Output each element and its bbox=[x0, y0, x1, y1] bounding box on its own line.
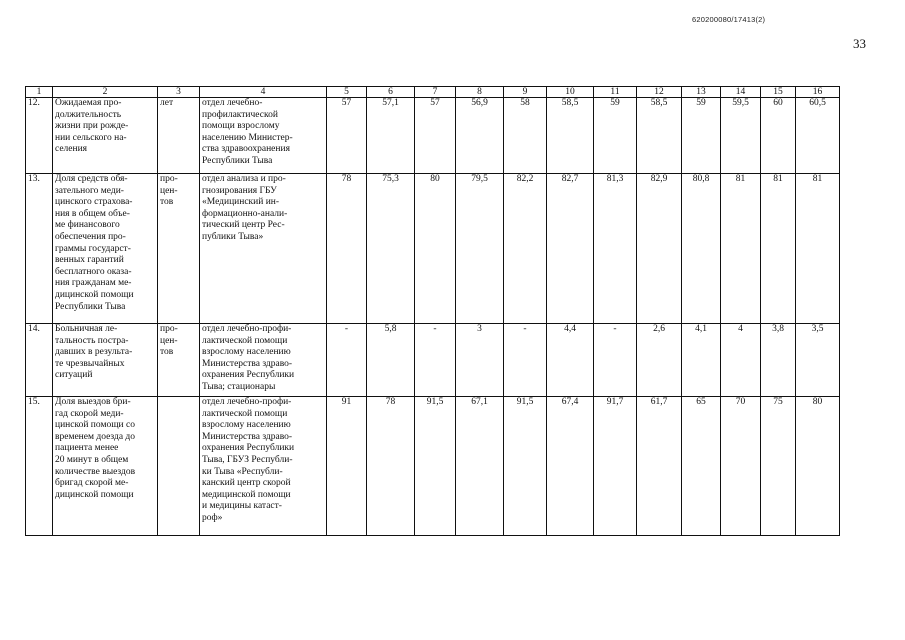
unit-cell: про- цен- тов bbox=[158, 174, 200, 324]
value-cell: - bbox=[327, 324, 367, 397]
value-cell: 2,6 bbox=[637, 324, 682, 397]
value-cell: 58,5 bbox=[547, 98, 594, 174]
value-cell: 75 bbox=[761, 397, 796, 536]
value-cell: 81,3 bbox=[594, 174, 637, 324]
value-cell: 82,2 bbox=[504, 174, 547, 324]
column-number-6: 6 bbox=[367, 87, 415, 98]
value-cell: 81 bbox=[796, 174, 840, 324]
value-cell: 91,7 bbox=[594, 397, 637, 536]
value-cell: 91 bbox=[327, 397, 367, 536]
column-number-12: 12 bbox=[637, 87, 682, 98]
indicators-table bbox=[25, 86, 840, 536]
unit-cell: про- цен- тов bbox=[158, 324, 200, 397]
value-cell: 78 bbox=[367, 397, 415, 536]
value-cell: 60,5 bbox=[796, 98, 840, 174]
value-cell: - bbox=[415, 324, 456, 397]
value-cell: 67,1 bbox=[456, 397, 504, 536]
responsible-cell: отдел анализа и про- гнозирования ГБУ «Медицинский ин- формационно-анали- тический центр Рес- публики Тыва» bbox=[200, 174, 327, 324]
value-cell: 4 bbox=[721, 324, 761, 397]
table-row bbox=[26, 397, 840, 536]
column-number-7: 7 bbox=[415, 87, 456, 98]
value-cell: 82,9 bbox=[637, 174, 682, 324]
indicator-name-cell: Доля выездов бри- гад скорой меди- цинской помощи со временем доезда до пациента менее 20 минут в общем количестве выездов бригад скорой ме- дицинской помощи bbox=[53, 397, 158, 536]
table-row bbox=[26, 98, 840, 174]
unit-cell bbox=[158, 397, 200, 536]
column-number-4: 4 bbox=[200, 87, 327, 98]
value-cell: 91,5 bbox=[504, 397, 547, 536]
column-number-13: 13 bbox=[682, 87, 721, 98]
value-cell: 67,4 bbox=[547, 397, 594, 536]
column-number-16: 16 bbox=[796, 87, 840, 98]
value-cell: 80 bbox=[796, 397, 840, 536]
value-cell: 79,5 bbox=[456, 174, 504, 324]
responsible-cell: отдел лечебно-профи- лактической помощи взрослому населению Министерства здраво- охранения Республики Тыва, ГБУЗ Республи- ки Тыва «Республи- канский центр скорой медицинской помощи и медицины катаст- роф» bbox=[200, 397, 327, 536]
row-number-cell: 15. bbox=[26, 397, 53, 536]
value-cell: - bbox=[504, 324, 547, 397]
indicator-name-cell: Доля средств обя- зательного меди- цинского страхова- ния в общем объе- ме финансового обеспечения про- граммы государст- венных гарантий бесплатного оказа- ния гражданам ме- дицинской помощи Республики Тыва bbox=[53, 174, 158, 324]
column-number-8: 8 bbox=[456, 87, 504, 98]
indicator-name-cell: Больничная ле- тальность постра- давших в результа- те чрезвычайных ситуаций bbox=[53, 324, 158, 397]
column-number-1: 1 bbox=[26, 87, 53, 98]
column-number-10: 10 bbox=[547, 87, 594, 98]
value-cell: - bbox=[594, 324, 637, 397]
value-cell: 80,8 bbox=[682, 174, 721, 324]
value-cell: 75,3 bbox=[367, 174, 415, 324]
value-cell: 59 bbox=[682, 98, 721, 174]
value-cell: 70 bbox=[721, 397, 761, 536]
value-cell: 4,4 bbox=[547, 324, 594, 397]
column-number-row bbox=[26, 87, 840, 98]
value-cell: 58 bbox=[504, 98, 547, 174]
unit-cell: лет bbox=[158, 98, 200, 174]
column-number-15: 15 bbox=[761, 87, 796, 98]
value-cell: 57,1 bbox=[367, 98, 415, 174]
table-row bbox=[26, 324, 840, 397]
responsible-cell: отдел лечебно-профи- лактической помощи взрослому населению Министерства здраво- охранения Республики Тыва; стационары bbox=[200, 324, 327, 397]
indicator-name-cell: Ожидаемая про- должительность жизни при рожде- нии сельского на- селения bbox=[53, 98, 158, 174]
value-cell: 81 bbox=[721, 174, 761, 324]
value-cell: 91,5 bbox=[415, 397, 456, 536]
column-number-3: 3 bbox=[158, 87, 200, 98]
value-cell: 4,1 bbox=[682, 324, 721, 397]
value-cell: 3,5 bbox=[796, 324, 840, 397]
page-number: 33 bbox=[853, 36, 866, 51]
column-number-11: 11 bbox=[594, 87, 637, 98]
row-number-cell: 12. bbox=[26, 98, 53, 174]
value-cell: 57 bbox=[327, 98, 367, 174]
value-cell: 78 bbox=[327, 174, 367, 324]
value-cell: 5,8 bbox=[367, 324, 415, 397]
value-cell: 82,7 bbox=[547, 174, 594, 324]
value-cell: 59,5 bbox=[721, 98, 761, 174]
value-cell: 59 bbox=[594, 98, 637, 174]
value-cell: 60 bbox=[761, 98, 796, 174]
row-number-cell: 14. bbox=[26, 324, 53, 397]
column-number-14: 14 bbox=[721, 87, 761, 98]
responsible-cell: отдел лечебно- профилактической помощи взрослому населению Министер- ства здравоохранения Республики Тыва bbox=[200, 98, 327, 174]
value-cell: 80 bbox=[415, 174, 456, 324]
row-number-cell: 13. bbox=[26, 174, 53, 324]
column-number-2: 2 bbox=[53, 87, 158, 98]
value-cell: 3,8 bbox=[761, 324, 796, 397]
value-cell: 65 bbox=[682, 397, 721, 536]
value-cell: 56,9 bbox=[456, 98, 504, 174]
value-cell: 57 bbox=[415, 98, 456, 174]
table-row bbox=[26, 174, 840, 324]
column-number-5: 5 bbox=[327, 87, 367, 98]
column-number-9: 9 bbox=[504, 87, 547, 98]
value-cell: 81 bbox=[761, 174, 796, 324]
value-cell: 61,7 bbox=[637, 397, 682, 536]
document-code: 620200080/17413(2) bbox=[692, 15, 766, 24]
value-cell: 3 bbox=[456, 324, 504, 397]
value-cell: 58,5 bbox=[637, 98, 682, 174]
